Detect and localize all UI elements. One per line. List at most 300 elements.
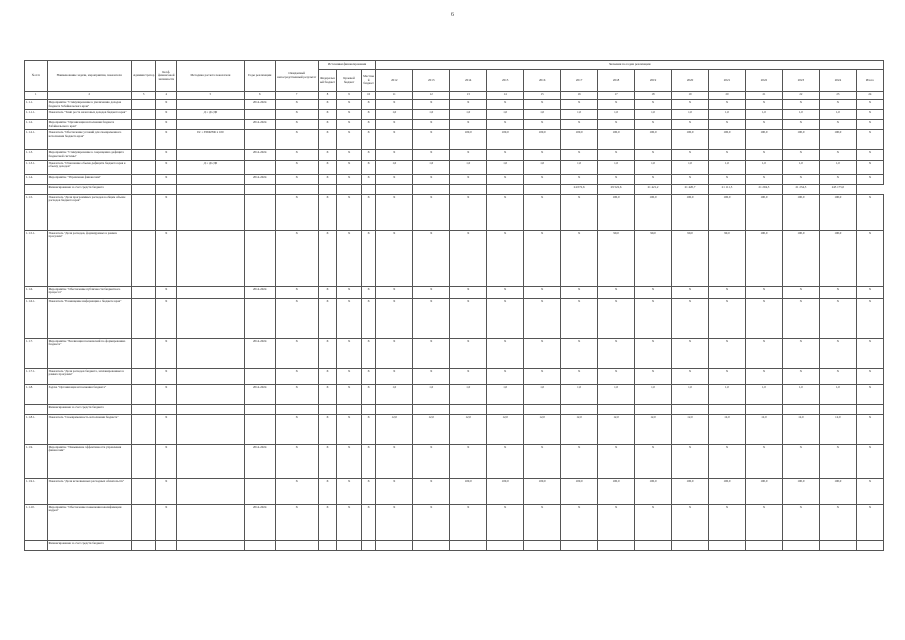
cell-period: 2014-2024 xyxy=(244,338,275,368)
cell-result: Х xyxy=(275,120,318,130)
cell-coef: Х xyxy=(156,174,177,184)
cell-value: 12,0 xyxy=(524,414,561,444)
cell-method xyxy=(177,478,245,504)
cell-value: Х xyxy=(413,100,450,110)
cell-result: Х xyxy=(275,298,318,338)
table-row xyxy=(25,298,884,338)
cell-value: Х xyxy=(672,338,709,368)
cell-admin xyxy=(131,298,156,338)
cell-admin xyxy=(131,120,156,130)
cell-name: Финансирование за счет средств бюджета xyxy=(47,404,131,414)
cell-value: 1,0 xyxy=(782,384,819,404)
header-year: 2023 xyxy=(782,70,819,92)
cell-value: Х xyxy=(487,368,524,384)
cell-period xyxy=(244,184,275,194)
cell-result: Х xyxy=(275,338,318,368)
cell-value: 12,0 xyxy=(708,414,745,444)
cell-method xyxy=(177,298,245,338)
cell-value: Х xyxy=(450,444,487,478)
cell-s1: Х xyxy=(318,130,336,150)
cell-coef: Х xyxy=(156,478,177,504)
cell-value: Х xyxy=(524,230,561,286)
cell-value: Х xyxy=(856,478,883,504)
cell-value xyxy=(524,540,561,550)
cell-method xyxy=(177,414,245,444)
cell-value: Х xyxy=(376,120,413,130)
cell-s1: Х xyxy=(318,120,336,130)
cell-method xyxy=(177,184,245,194)
cell-coef: Х xyxy=(156,130,177,150)
cell-value: 100,0 xyxy=(782,230,819,286)
cell-value xyxy=(376,404,413,414)
cell-value: Х xyxy=(376,194,413,230)
cell-value: Х xyxy=(450,368,487,384)
cell-value: Х xyxy=(487,230,524,286)
cell-value: Х xyxy=(524,100,561,110)
cell-value: 100,0 xyxy=(672,194,709,230)
cell-value: 21 204,3 xyxy=(745,184,782,194)
cell-value: 100,0 xyxy=(450,478,487,504)
cell-value: Х xyxy=(708,338,745,368)
column-index: 14 xyxy=(487,92,524,100)
table-row xyxy=(25,338,884,368)
cell-value: Х xyxy=(561,150,598,160)
header-year: Итого xyxy=(856,70,883,92)
cell-value: 12,0 xyxy=(598,414,635,444)
cell-value: Х xyxy=(561,174,598,184)
cell-method xyxy=(177,404,245,414)
cell-value xyxy=(708,404,745,414)
column-index: 23 xyxy=(819,92,856,100)
cell-value: 100,0 xyxy=(819,478,856,504)
cell-value: Х xyxy=(745,504,782,540)
cell-coef: Х xyxy=(156,338,177,368)
cell-result: Х xyxy=(275,174,318,184)
cell-s2: Х xyxy=(337,384,362,404)
header-src-reg: Краевой бюджет xyxy=(337,70,362,92)
cell-value: Х xyxy=(376,130,413,150)
cell-coef: Х xyxy=(156,120,177,130)
cell-value: Х xyxy=(487,174,524,184)
cell-s3: Х xyxy=(361,478,375,504)
cell-period: 2014-2024 xyxy=(244,100,275,110)
cell-value: Х xyxy=(376,338,413,368)
cell-value: 1,0 xyxy=(672,110,709,120)
cell-value: Х xyxy=(561,504,598,540)
cell-value: 100,0 xyxy=(782,478,819,504)
cell-s3: Х xyxy=(361,504,375,540)
cell-num xyxy=(25,184,48,194)
cell-value: Х xyxy=(782,174,819,184)
cell-value: Х xyxy=(782,150,819,160)
header-values: Значения по годам реализации xyxy=(376,61,884,70)
cell-value: Х xyxy=(450,338,487,368)
cell-value: 1,0 xyxy=(487,384,524,404)
cell-value: Х xyxy=(598,298,635,338)
table-row xyxy=(25,404,884,414)
cell-s2: Х xyxy=(337,286,362,298)
cell-s1: Х xyxy=(318,478,336,504)
cell-value: Х xyxy=(376,444,413,478)
cell-coef: Х xyxy=(156,100,177,110)
cell-value: Х xyxy=(782,368,819,384)
column-index: 2 xyxy=(47,92,131,100)
cell-result: Х xyxy=(275,478,318,504)
cell-value: Х xyxy=(524,504,561,540)
cell-value: 1,0 xyxy=(561,160,598,174)
cell-value xyxy=(524,404,561,414)
cell-method xyxy=(177,174,245,184)
cell-value: 1,0 xyxy=(450,384,487,404)
cell-value: 100,0 xyxy=(782,194,819,230)
cell-value: 1,0 xyxy=(376,384,413,404)
column-index: 5 xyxy=(177,92,245,100)
cell-period xyxy=(244,478,275,504)
cell-method xyxy=(177,504,245,540)
cell-result: Х xyxy=(275,150,318,160)
cell-value: Х xyxy=(856,194,883,230)
cell-value: 90,0 xyxy=(708,230,745,286)
cell-num: 1.1.2. xyxy=(25,120,48,130)
cell-value xyxy=(376,184,413,194)
cell-s3: Х xyxy=(361,286,375,298)
cell-value: Х xyxy=(487,444,524,478)
cell-value: Х xyxy=(376,504,413,540)
cell-value: Х xyxy=(450,150,487,160)
cell-coef: Х xyxy=(156,384,177,404)
cell-value: 1,0 xyxy=(376,160,413,174)
cell-s2: Х xyxy=(337,298,362,338)
cell-value: 100,0 xyxy=(598,194,635,230)
cell-s1 xyxy=(318,184,336,194)
cell-value: Х xyxy=(708,286,745,298)
cell-s1: Х xyxy=(318,150,336,160)
cell-s2 xyxy=(337,184,362,194)
cell-period xyxy=(244,368,275,384)
table-row xyxy=(25,160,884,174)
cell-coef: Х xyxy=(156,230,177,286)
cell-s2: Х xyxy=(337,338,362,368)
cell-value: Х xyxy=(635,120,672,130)
cell-value: Х xyxy=(450,298,487,338)
cell-s3 xyxy=(361,184,375,194)
cell-num xyxy=(25,404,48,414)
cell-period xyxy=(244,194,275,230)
cell-value: Х xyxy=(708,174,745,184)
table-row xyxy=(25,194,884,230)
column-index: 12 xyxy=(413,92,450,100)
column-index: 19 xyxy=(672,92,709,100)
column-index: 10 xyxy=(361,92,375,100)
header-src-mun: Местный бюджет xyxy=(361,70,375,92)
cell-coef: Х xyxy=(156,194,177,230)
cell-value xyxy=(672,404,709,414)
cell-coef xyxy=(156,404,177,414)
cell-value: 1,0 xyxy=(524,160,561,174)
cell-value: 1,0 xyxy=(598,384,635,404)
cell-value: 1,0 xyxy=(819,384,856,404)
header-year: 2015 xyxy=(487,70,524,92)
cell-value: Х xyxy=(450,120,487,130)
cell-s3: Х xyxy=(361,368,375,384)
cell-s3: Х xyxy=(361,174,375,184)
cell-method xyxy=(177,194,245,230)
cell-value: Х xyxy=(708,368,745,384)
cell-method: Д = Д1/Д0 xyxy=(177,110,245,120)
cell-value: 1,0 xyxy=(561,110,598,120)
cell-value xyxy=(856,404,883,414)
cell-value: Х xyxy=(561,338,598,368)
cell-result: Х xyxy=(275,160,318,174)
cell-value: 100,0 xyxy=(524,130,561,150)
header-year: 2017 xyxy=(561,70,598,92)
cell-result: Х xyxy=(275,130,318,150)
cell-name: Показатель "Доля исполненных расходных обязательств" xyxy=(47,478,131,504)
cell-name: Мероприятие "Реализация полномочий по формированию бюджета" xyxy=(47,338,131,368)
cell-value: 1,0 xyxy=(376,110,413,120)
cell-s2 xyxy=(337,404,362,414)
cell-value: Х xyxy=(598,120,635,130)
cell-value: 1,0 xyxy=(598,110,635,120)
cell-period: 2014-2024 xyxy=(244,150,275,160)
cell-admin xyxy=(131,184,156,194)
cell-value: Х xyxy=(819,150,856,160)
cell-value: Х xyxy=(856,110,883,120)
cell-value: Х xyxy=(413,478,450,504)
cell-method: Д = Д1/Д0 xyxy=(177,160,245,174)
cell-s1: Х xyxy=(318,286,336,298)
cell-coef: Х xyxy=(156,298,177,338)
header-num: № п/п xyxy=(25,61,48,92)
cell-name: Показатель "Размещение информации о бюджете края" xyxy=(47,298,131,338)
cell-name: Мероприятие "Обеспечение повышения квалификации кадров" xyxy=(47,504,131,540)
column-index: 24 xyxy=(856,92,883,100)
cell-value: Х xyxy=(413,298,450,338)
cell-value: Х xyxy=(672,286,709,298)
table-row xyxy=(25,110,884,120)
cell-coef xyxy=(156,184,177,194)
cell-value: Х xyxy=(487,120,524,130)
cell-s3: Х xyxy=(361,150,375,160)
cell-value: Х xyxy=(856,230,883,286)
cell-value: Х xyxy=(856,120,883,130)
cell-name: Финансирование за счет средств бюджета xyxy=(47,184,131,194)
column-index-row xyxy=(25,92,884,100)
table-row xyxy=(25,174,884,184)
cell-value: Х xyxy=(856,338,883,368)
cell-period: 2014-2024 xyxy=(244,384,275,404)
cell-value: 1,0 xyxy=(413,110,450,120)
cell-value: Х xyxy=(819,444,856,478)
cell-s1: Х xyxy=(318,100,336,110)
cell-value: Х xyxy=(413,120,450,130)
header-year: 2018 xyxy=(598,70,635,92)
cell-value: 1,0 xyxy=(745,384,782,404)
header-year: 2013 xyxy=(413,70,450,92)
cell-result xyxy=(275,404,318,414)
header-year: 2019 xyxy=(635,70,672,92)
cell-value xyxy=(819,404,856,414)
cell-value: 1,0 xyxy=(708,384,745,404)
cell-coef: Х xyxy=(156,414,177,444)
cell-value: 12,0 xyxy=(745,414,782,444)
cell-admin xyxy=(131,384,156,404)
cell-name: Показатель "Доля расходов бюджета, запланированных в рамках программ" xyxy=(47,368,131,384)
cell-s3: Х xyxy=(361,120,375,130)
column-index: 17 xyxy=(598,92,635,100)
cell-value xyxy=(782,404,819,414)
cell-value: Х xyxy=(598,444,635,478)
cell-value xyxy=(413,184,450,194)
cell-value: Х xyxy=(413,174,450,184)
cell-value: 243 175,0 xyxy=(819,184,856,194)
cell-value: Х xyxy=(672,368,709,384)
cell-value: Х xyxy=(376,286,413,298)
cell-value: 100,0 xyxy=(524,478,561,504)
cell-value: Х xyxy=(745,100,782,110)
cell-value: Х xyxy=(856,174,883,184)
cell-value: 1,0 xyxy=(635,160,672,174)
cell-method xyxy=(177,338,245,368)
cell-s1: Х xyxy=(318,230,336,286)
cell-value: 90,0 xyxy=(635,230,672,286)
cell-value: 12,0 xyxy=(413,414,450,444)
cell-num: 1.1.2.1. xyxy=(25,130,48,150)
cell-value: Х xyxy=(561,444,598,478)
cell-value: Х xyxy=(524,298,561,338)
cell-value: 12,0 xyxy=(450,414,487,444)
cell-method xyxy=(177,444,245,478)
cell-value: 12,0 xyxy=(672,414,709,444)
cell-value: 21 111,5 xyxy=(708,184,745,194)
cell-value: Х xyxy=(561,230,598,286)
cell-period xyxy=(244,130,275,150)
cell-value: Х xyxy=(635,368,672,384)
column-index: 1 xyxy=(25,92,48,100)
cell-value: 12,0 xyxy=(782,414,819,444)
cell-method xyxy=(177,368,245,384)
column-index: 4 xyxy=(156,92,177,100)
cell-value: 1,0 xyxy=(413,160,450,174)
cell-s2: Х xyxy=(337,414,362,444)
cell-value: 1,0 xyxy=(745,110,782,120)
cell-value: Х xyxy=(819,504,856,540)
cell-value: Х xyxy=(708,444,745,478)
header-year: 2020 xyxy=(672,70,709,92)
cell-period: 2014-2024 xyxy=(244,504,275,540)
table-row xyxy=(25,184,884,194)
cell-num: 1.1.6. xyxy=(25,286,48,298)
cell-name: Финансирование за счет средств бюджета xyxy=(47,540,131,550)
cell-value xyxy=(561,540,598,550)
cell-value: 1,0 xyxy=(672,160,709,174)
cell-value: Х xyxy=(524,444,561,478)
cell-value: 12,0 xyxy=(561,414,598,444)
cell-value: 1,0 xyxy=(487,110,524,120)
cell-value: Х xyxy=(635,444,672,478)
cell-s1: Х xyxy=(318,338,336,368)
table-row xyxy=(25,150,884,160)
cell-value: 1,0 xyxy=(524,110,561,120)
cell-value: Х xyxy=(672,174,709,184)
cell-value xyxy=(745,540,782,550)
cell-value: 1,0 xyxy=(635,110,672,120)
header-name: Наименование задачи, мероприятия, показателя xyxy=(47,61,131,92)
cell-admin xyxy=(131,504,156,540)
cell-s3 xyxy=(361,404,375,414)
cell-value xyxy=(487,540,524,550)
cell-name: Задача "Организация исполнения бюджета" xyxy=(47,384,131,404)
cell-value: Х xyxy=(672,120,709,130)
cell-num: 1.1.1.1. xyxy=(25,110,48,120)
cell-coef: Х xyxy=(156,444,177,478)
cell-s1: Х xyxy=(318,384,336,404)
cell-coef: Х xyxy=(156,110,177,120)
program-table-sheet xyxy=(24,60,884,632)
cell-admin xyxy=(131,194,156,230)
cell-num: 1.1.10. xyxy=(25,504,48,540)
cell-period xyxy=(244,298,275,338)
column-index: 15 xyxy=(524,92,561,100)
cell-value: 100,0 xyxy=(745,194,782,230)
cell-value: Х xyxy=(487,194,524,230)
cell-value: Х xyxy=(376,100,413,110)
cell-num: 1.1.3. xyxy=(25,150,48,160)
cell-value: 100,0 xyxy=(708,194,745,230)
cell-value: Х xyxy=(598,100,635,110)
cell-coef xyxy=(156,540,177,550)
cell-value: 100,0 xyxy=(819,230,856,286)
cell-value: Х xyxy=(376,150,413,160)
cell-s1: Х xyxy=(318,368,336,384)
cell-value: Х xyxy=(487,150,524,160)
cell-admin xyxy=(131,478,156,504)
cell-value: Х xyxy=(708,150,745,160)
cell-period xyxy=(244,540,275,550)
column-index: 21 xyxy=(745,92,782,100)
cell-value: Х xyxy=(413,194,450,230)
cell-value: 1,0 xyxy=(450,110,487,120)
cell-value: Х xyxy=(598,368,635,384)
cell-num: 1.1.7.1. xyxy=(25,368,48,384)
cell-value xyxy=(487,184,524,194)
cell-value: Х xyxy=(856,100,883,110)
cell-value: Х xyxy=(745,286,782,298)
cell-value: 100,0 xyxy=(819,130,856,150)
cell-value xyxy=(745,404,782,414)
column-index: 22 xyxy=(782,92,819,100)
cell-num: 1.1.9. xyxy=(25,444,48,478)
cell-value: Х xyxy=(561,194,598,230)
cell-s3: Х xyxy=(361,160,375,174)
cell-num: 1.1.4. xyxy=(25,174,48,184)
cell-value: Х xyxy=(487,338,524,368)
cell-num xyxy=(25,540,48,550)
cell-value: Х xyxy=(413,338,450,368)
cell-admin xyxy=(131,230,156,286)
cell-method xyxy=(177,120,245,130)
cell-value: Х xyxy=(487,504,524,540)
header-year: 2022 xyxy=(745,70,782,92)
cell-name: Мероприятие "Организация исполнения бюджета Забайкальского края" xyxy=(47,120,131,130)
header-year: 2012 xyxy=(376,70,413,92)
cell-admin xyxy=(131,286,156,298)
column-index: 8 xyxy=(318,92,336,100)
cell-s1: Х xyxy=(318,174,336,184)
cell-value: Х xyxy=(524,368,561,384)
cell-value: 1,0 xyxy=(819,110,856,120)
cell-value: 1,0 xyxy=(450,160,487,174)
